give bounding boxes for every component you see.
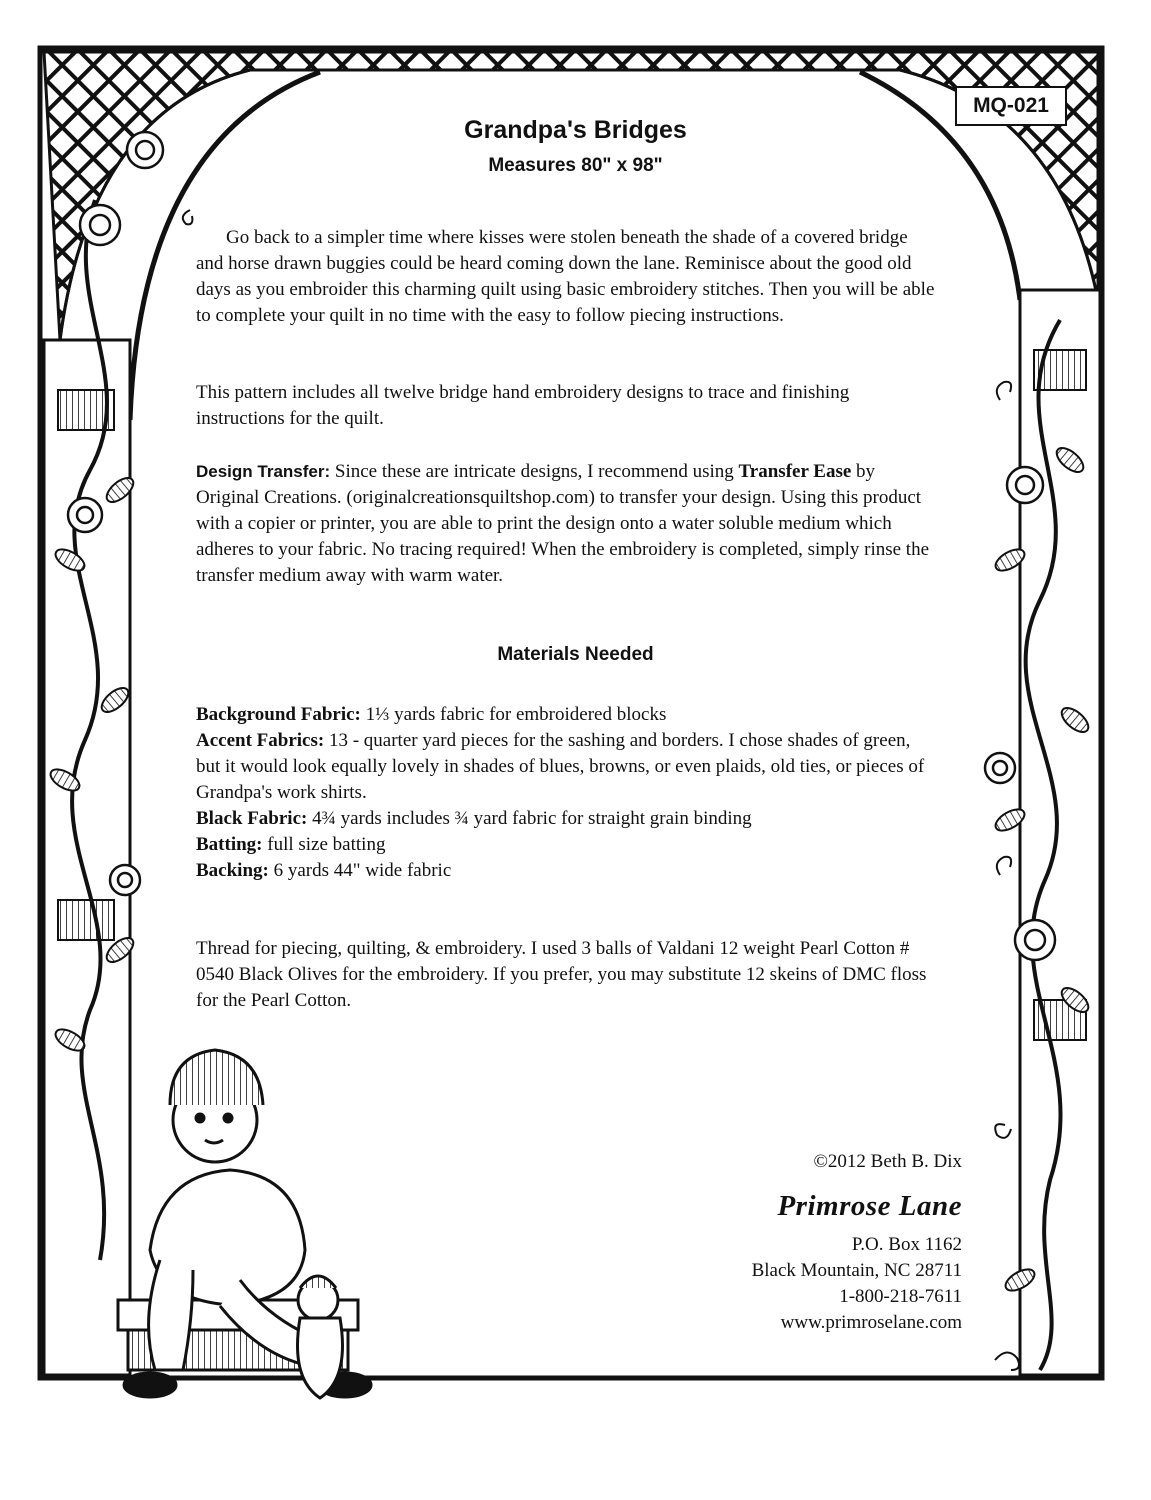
material-text: 13 - quarter yard pieces for the sashing and borders. I chose shades of green, but it would look equally lovely in shades of blues, browns, or even plaids, old ties, or pieces of Grandpa's work shirts.: [196, 730, 925, 803]
intro-paragraph: Go back to a simpler time where kisses were stolen beneath the shade of a covered bridge and horse drawn buggies could be heard coming down the lane. Reminisce about the good old days as you embroider this charming quilt using basic embroidery stitches. Then you will be able to complete your quilt in no time with the easy to follow piecing instructions.: [196, 227, 935, 326]
brand-logo: Primrose Lane: [777, 1190, 962, 1222]
material-item: [196, 806, 936, 832]
address-line: P.O. Box 1162: [851, 1234, 962, 1255]
design-transfer-label: Design Transfer:: [196, 462, 331, 481]
page-subtitle: Measures 80" x 98": [488, 155, 663, 176]
page-title: Grandpa's Bridges: [464, 116, 687, 144]
contact-address: [752, 1232, 962, 1336]
material-text: full size batting: [262, 834, 386, 855]
material-text: 6 yards 44" wide fabric: [268, 860, 452, 881]
copyright-notice: ©2012 Beth B. Dix: [813, 1151, 962, 1172]
design-transfer-product: Transfer Ease: [738, 461, 852, 482]
material-text: 1⅓ yards fabric for embroidered blocks: [360, 704, 667, 725]
girl-with-doll-illustration: [118, 1050, 371, 1398]
material-item: [196, 832, 936, 858]
materials-heading: Materials Needed: [497, 644, 654, 665]
material-item: [196, 728, 936, 806]
material-text: 4¾ yards includes ¾ yard fabric for straight grain binding: [307, 808, 752, 829]
material-item: [196, 702, 936, 728]
website-link[interactable]: www.primroselane.com: [780, 1312, 962, 1333]
material-item: [196, 858, 936, 884]
address-line: Black Mountain, NC 28711: [751, 1260, 962, 1281]
material-label: Batting:: [196, 834, 263, 855]
design-transfer-paragraph: [196, 459, 936, 589]
pattern-code-badge: MQ-021: [955, 86, 1067, 126]
includes-paragraph: This pattern includes all twelve bridge hand embroidery designs to trace and finishing instructions for the quilt.: [196, 382, 850, 429]
phone-number: 1-800-218-7611: [839, 1286, 962, 1307]
thread-paragraph: Thread for piecing, quilting, & embroidery. I used 3 balls of Valdani 12 weight Pearl Cotton # 0540 Black Olives for the embroidery. If you prefer, you may substitute 12 skeins of DMC floss for the Pearl Cotton.: [196, 938, 927, 1011]
design-transfer-text-after: by Original Creations. (originalcreationsquiltshop.com) to transfer your design. Using this product with a copier or printer, you are able to print the design onto a water soluble medium which adheres to your fabric. No tracing required! When the embroidery is completed, simply rinse the transfer medium away with warm water.: [196, 461, 930, 586]
material-label: Accent Fabrics:: [196, 730, 325, 751]
material-label: Black Fabric:: [196, 808, 308, 829]
materials-list: [196, 702, 936, 884]
design-transfer-text-before: Since these are intricate designs, I recommend using: [330, 461, 739, 482]
material-label: Background Fabric:: [196, 704, 361, 725]
material-label: Backing:: [196, 860, 269, 881]
